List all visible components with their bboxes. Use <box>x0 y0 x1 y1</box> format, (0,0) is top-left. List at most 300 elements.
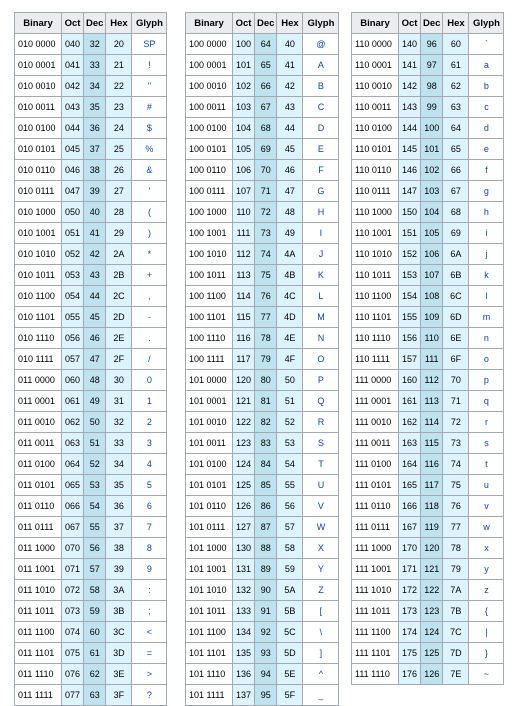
dec-cell: 71 <box>255 181 277 202</box>
glyph-link[interactable]: k <box>469 265 504 286</box>
glyph-link[interactable]: v <box>469 496 504 517</box>
hex-cell: 55 <box>277 475 303 496</box>
dec-cell: 62 <box>84 664 106 685</box>
hex-cell: 7C <box>443 622 469 643</box>
table-row <box>352 202 504 223</box>
glyph-link[interactable]: l <box>469 286 504 307</box>
table-row <box>186 223 339 244</box>
glyph-link[interactable]: . <box>132 328 167 349</box>
dec-cell: 64 <box>255 34 277 55</box>
glyph-link[interactable]: " <box>132 76 167 97</box>
glyph-link[interactable]: z <box>469 580 504 601</box>
dec-cell: 81 <box>255 391 277 412</box>
glyph-link[interactable]: m <box>469 307 504 328</box>
dec-cell: 107 <box>421 265 443 286</box>
hex-cell: 22 <box>106 76 132 97</box>
glyph-link[interactable]: # <box>132 97 167 118</box>
binary-cell: 101 1110 <box>186 664 233 685</box>
oct-cell: 067 <box>62 517 84 538</box>
table-row <box>186 475 339 496</box>
glyph-link[interactable]: C <box>303 97 339 118</box>
oct-cell: 101 <box>233 55 255 76</box>
glyph-link[interactable]: i <box>469 223 504 244</box>
oct-cell: 102 <box>233 76 255 97</box>
dec-cell: 68 <box>255 118 277 139</box>
hex-cell: 63 <box>443 97 469 118</box>
glyph-link[interactable]: o <box>469 349 504 370</box>
oct-cell: 131 <box>233 559 255 580</box>
dec-cell: 117 <box>421 475 443 496</box>
glyph-link[interactable]: [ <box>303 601 339 622</box>
dec-cell: 125 <box>421 643 443 664</box>
binary-cell: 100 1100 <box>186 286 233 307</box>
oct-cell: 170 <box>399 538 421 559</box>
table-row <box>186 34 339 55</box>
table-row <box>352 349 504 370</box>
binary-cell: 111 1000 <box>352 538 399 559</box>
glyph-link[interactable]: b <box>469 76 504 97</box>
glyph-link[interactable]: 1 <box>132 391 167 412</box>
binary-cell: 110 0010 <box>352 76 399 97</box>
table-row <box>15 454 167 475</box>
oct-cell: 135 <box>233 643 255 664</box>
oct-cell: 176 <box>399 664 421 685</box>
oct-cell: 041 <box>62 55 84 76</box>
glyph-link[interactable]: ? <box>132 685 167 706</box>
oct-cell: 121 <box>233 391 255 412</box>
hex-cell: 3B <box>106 601 132 622</box>
table-row <box>186 685 339 706</box>
glyph-link[interactable]: e <box>469 139 504 160</box>
oct-cell: 130 <box>233 538 255 559</box>
hex-cell: 2B <box>106 265 132 286</box>
binary-cell: 101 1011 <box>186 601 233 622</box>
table-row <box>15 391 167 412</box>
binary-cell: 010 1100 <box>15 286 62 307</box>
hex-cell: 36 <box>106 496 132 517</box>
header-row <box>186 13 339 34</box>
table-row <box>15 685 167 706</box>
dec-cell: 45 <box>84 307 106 328</box>
hex-cell: 4F <box>277 349 303 370</box>
dec-cell: 67 <box>255 97 277 118</box>
table-row <box>15 265 167 286</box>
glyph-link[interactable]: % <box>132 139 167 160</box>
table-row <box>15 664 167 685</box>
binary-cell: 010 1110 <box>15 328 62 349</box>
dec-cell: 56 <box>84 538 106 559</box>
dec-cell: 83 <box>255 433 277 454</box>
table-row <box>15 97 167 118</box>
binary-cell: 100 1010 <box>186 244 233 265</box>
oct-cell: 160 <box>399 370 421 391</box>
table-row <box>352 286 504 307</box>
glyph-link[interactable]: { <box>469 601 504 622</box>
glyph-link[interactable]: u <box>469 475 504 496</box>
hex-cell: 24 <box>106 118 132 139</box>
dec-cell: 95 <box>255 685 277 706</box>
glyph-link[interactable]: d <box>469 118 504 139</box>
hex-cell: 20 <box>106 34 132 55</box>
hex-cell: 21 <box>106 55 132 76</box>
oct-cell: 052 <box>62 244 84 265</box>
hex-cell: 44 <box>277 118 303 139</box>
oct-cell: 113 <box>233 265 255 286</box>
glyph-link[interactable]: : <box>132 580 167 601</box>
table-row <box>352 433 504 454</box>
dec-cell: 99 <box>421 97 443 118</box>
hex-cell: 4B <box>277 265 303 286</box>
oct-cell: 162 <box>399 412 421 433</box>
glyph-link[interactable]: r <box>469 412 504 433</box>
glyph-link[interactable]: T <box>303 454 339 475</box>
binary-cell: 100 0101 <box>186 139 233 160</box>
glyph-link[interactable]: > <box>132 664 167 685</box>
glyph-link[interactable]: ] <box>303 643 339 664</box>
binary-cell: 101 0111 <box>186 517 233 538</box>
hex-cell: 2F <box>106 349 132 370</box>
column-header-oct: Oct <box>233 13 255 34</box>
glyph-link[interactable]: B <box>303 76 339 97</box>
hex-cell: 3D <box>106 643 132 664</box>
table-row <box>186 160 339 181</box>
oct-cell: 133 <box>233 601 255 622</box>
hex-cell: 3F <box>106 685 132 706</box>
glyph-link[interactable]: 7 <box>132 517 167 538</box>
glyph-link[interactable]: | <box>469 622 504 643</box>
table-row <box>15 412 167 433</box>
dec-cell: 69 <box>255 139 277 160</box>
glyph-link[interactable]: D <box>303 118 339 139</box>
binary-cell: 100 0011 <box>186 97 233 118</box>
glyph-link[interactable]: K <box>303 265 339 286</box>
table-row <box>186 181 339 202</box>
binary-cell: 111 0000 <box>352 370 399 391</box>
table-row <box>15 55 167 76</box>
dec-cell: 61 <box>84 643 106 664</box>
binary-cell: 011 0101 <box>15 475 62 496</box>
table-row <box>186 55 339 76</box>
table-row <box>15 475 167 496</box>
glyph-link[interactable]: I <box>303 223 339 244</box>
glyph-link[interactable]: ; <box>132 601 167 622</box>
ascii-table-3 <box>351 12 504 685</box>
oct-cell: 126 <box>233 496 255 517</box>
table-row <box>186 643 339 664</box>
hex-cell: 38 <box>106 538 132 559</box>
binary-cell: 101 1101 <box>186 643 233 664</box>
dec-cell: 73 <box>255 223 277 244</box>
glyph-link[interactable]: ( <box>132 202 167 223</box>
glyph-link[interactable]: Q <box>303 391 339 412</box>
glyph-link[interactable]: G <box>303 181 339 202</box>
oct-cell: 112 <box>233 244 255 265</box>
glyph-link[interactable]: R <box>303 412 339 433</box>
binary-cell: 110 0101 <box>352 139 399 160</box>
oct-cell: 151 <box>399 223 421 244</box>
binary-cell: 100 1111 <box>186 349 233 370</box>
hex-cell: 28 <box>106 202 132 223</box>
binary-cell: 010 0010 <box>15 76 62 97</box>
hex-cell: 5F <box>277 685 303 706</box>
glyph-link[interactable]: M <box>303 307 339 328</box>
hex-cell: 65 <box>443 139 469 160</box>
table-row <box>186 76 339 97</box>
glyph-link[interactable]: Y <box>303 559 339 580</box>
oct-cell: 040 <box>62 34 84 55</box>
dec-cell: 51 <box>84 433 106 454</box>
table-row <box>352 412 504 433</box>
glyph-link[interactable]: a <box>469 55 504 76</box>
dec-cell: 96 <box>421 34 443 55</box>
binary-cell: 110 1100 <box>352 286 399 307</box>
column-header-hex: Hex <box>277 13 303 34</box>
glyph-link[interactable]: ' <box>132 181 167 202</box>
hex-cell: 32 <box>106 412 132 433</box>
column-header-oct: Oct <box>62 13 84 34</box>
glyph-link[interactable]: / <box>132 349 167 370</box>
binary-cell: 110 1011 <box>352 265 399 286</box>
glyph-link[interactable]: N <box>303 328 339 349</box>
binary-cell: 111 1101 <box>352 643 399 664</box>
glyph-link[interactable]: + <box>132 265 167 286</box>
binary-cell: 111 1001 <box>352 559 399 580</box>
oct-cell: 046 <box>62 160 84 181</box>
table-row <box>352 454 504 475</box>
hex-cell: 64 <box>443 118 469 139</box>
binary-cell: 101 1111 <box>186 685 233 706</box>
glyph-link[interactable]: y <box>469 559 504 580</box>
oct-cell: 161 <box>399 391 421 412</box>
binary-cell: 101 1000 <box>186 538 233 559</box>
oct-cell: 175 <box>399 643 421 664</box>
glyph-link[interactable]: c <box>469 97 504 118</box>
dec-cell: 110 <box>421 328 443 349</box>
glyph-link[interactable]: E <box>303 139 339 160</box>
glyph-link[interactable]: 6 <box>132 496 167 517</box>
table-row <box>15 244 167 265</box>
header-row <box>15 13 167 34</box>
glyph-link[interactable]: A <box>303 55 339 76</box>
binary-cell: 111 1011 <box>352 601 399 622</box>
hex-cell: 27 <box>106 181 132 202</box>
dec-cell: 42 <box>84 244 106 265</box>
oct-cell: 106 <box>233 160 255 181</box>
binary-cell: 011 0011 <box>15 433 62 454</box>
glyph-link[interactable]: $ <box>132 118 167 139</box>
hex-cell: 2E <box>106 328 132 349</box>
glyph-link[interactable]: F <box>303 160 339 181</box>
binary-cell: 011 1110 <box>15 664 62 685</box>
glyph-link[interactable]: 9 <box>132 559 167 580</box>
hex-cell: 23 <box>106 97 132 118</box>
glyph-link[interactable]: S <box>303 433 339 454</box>
oct-cell: 145 <box>399 139 421 160</box>
table-row <box>15 181 167 202</box>
glyph-link[interactable]: 8 <box>132 538 167 559</box>
ascii-table-1 <box>14 12 167 706</box>
table-row <box>186 496 339 517</box>
binary-cell: 111 0011 <box>352 433 399 454</box>
glyph-link[interactable]: x <box>469 538 504 559</box>
table-row <box>186 118 339 139</box>
glyph-link[interactable]: Z <box>303 580 339 601</box>
glyph-link[interactable]: s <box>469 433 504 454</box>
glyph-link[interactable]: P <box>303 370 339 391</box>
oct-cell: 116 <box>233 328 255 349</box>
table-row <box>15 433 167 454</box>
glyph-link[interactable]: 3 <box>132 433 167 454</box>
glyph-link[interactable]: g <box>469 181 504 202</box>
oct-cell: 164 <box>399 454 421 475</box>
glyph-link[interactable]: ~ <box>469 664 504 685</box>
binary-cell: 111 1010 <box>352 580 399 601</box>
glyph-link[interactable]: h <box>469 202 504 223</box>
oct-cell: 140 <box>399 34 421 55</box>
hex-cell: 25 <box>106 139 132 160</box>
dec-cell: 122 <box>421 580 443 601</box>
table-row <box>186 349 339 370</box>
table-row <box>15 496 167 517</box>
dec-cell: 103 <box>421 181 443 202</box>
column-header-glyph: Glyph <box>469 13 504 34</box>
dec-cell: 53 <box>84 475 106 496</box>
hex-cell: 7B <box>443 601 469 622</box>
dec-cell: 82 <box>255 412 277 433</box>
column-header-binary: Binary <box>352 13 399 34</box>
glyph-link[interactable]: j <box>469 244 504 265</box>
glyph-link[interactable]: H <box>303 202 339 223</box>
dec-cell: 106 <box>421 244 443 265</box>
glyph-link[interactable]: 0 <box>132 370 167 391</box>
oct-cell: 050 <box>62 202 84 223</box>
glyph-link[interactable]: 5 <box>132 475 167 496</box>
table-row <box>15 328 167 349</box>
oct-cell: 071 <box>62 559 84 580</box>
table-body <box>15 34 167 706</box>
table-row <box>15 370 167 391</box>
glyph-link[interactable]: p <box>469 370 504 391</box>
binary-cell: 100 0110 <box>186 160 233 181</box>
oct-cell: 165 <box>399 475 421 496</box>
oct-cell: 125 <box>233 475 255 496</box>
glyph-link[interactable]: 4 <box>132 454 167 475</box>
hex-cell: 6E <box>443 328 469 349</box>
glyph-link[interactable]: n <box>469 328 504 349</box>
oct-cell: 114 <box>233 286 255 307</box>
oct-cell: 075 <box>62 643 84 664</box>
glyph-link[interactable]: < <box>132 622 167 643</box>
glyph-link[interactable]: _ <box>303 685 339 706</box>
oct-cell: 100 <box>233 34 255 55</box>
binary-cell: 100 0001 <box>186 55 233 76</box>
dec-cell: 93 <box>255 643 277 664</box>
dec-cell: 52 <box>84 454 106 475</box>
dec-cell: 119 <box>421 517 443 538</box>
glyph-link[interactable]: ! <box>132 55 167 76</box>
glyph-link[interactable]: SP <box>132 34 167 55</box>
glyph-link[interactable]: W <box>303 517 339 538</box>
hex-cell: 67 <box>443 181 469 202</box>
glyph-link[interactable]: V <box>303 496 339 517</box>
oct-cell: 105 <box>233 139 255 160</box>
glyph-link[interactable]: ^ <box>303 664 339 685</box>
dec-cell: 43 <box>84 265 106 286</box>
glyph-link[interactable]: q <box>469 391 504 412</box>
glyph-link[interactable]: & <box>132 160 167 181</box>
glyph-link[interactable]: = <box>132 643 167 664</box>
oct-cell: 136 <box>233 664 255 685</box>
hex-cell: 53 <box>277 433 303 454</box>
hex-cell: 3C <box>106 622 132 643</box>
table-row <box>15 34 167 55</box>
table-row <box>186 622 339 643</box>
oct-cell: 051 <box>62 223 84 244</box>
table-row <box>15 139 167 160</box>
oct-cell: 107 <box>233 181 255 202</box>
glyph-link[interactable]: @ <box>303 34 339 55</box>
glyph-link[interactable]: } <box>469 643 504 664</box>
glyph-link[interactable]: U <box>303 475 339 496</box>
column-header-binary: Binary <box>186 13 233 34</box>
glyph-link[interactable]: * <box>132 244 167 265</box>
dec-cell: 65 <box>255 55 277 76</box>
binary-cell: 011 0111 <box>15 517 62 538</box>
column-header-oct: Oct <box>399 13 421 34</box>
glyph-link[interactable]: 2 <box>132 412 167 433</box>
table-row <box>186 307 339 328</box>
glyph-link[interactable]: ) <box>132 223 167 244</box>
table-row <box>352 622 504 643</box>
dec-cell: 60 <box>84 622 106 643</box>
binary-cell: 100 1101 <box>186 307 233 328</box>
glyph-link[interactable]: f <box>469 160 504 181</box>
glyph-link[interactable]: - <box>132 307 167 328</box>
hex-cell: 6B <box>443 265 469 286</box>
binary-cell: 110 0011 <box>352 97 399 118</box>
oct-cell: 141 <box>399 55 421 76</box>
dec-cell: 101 <box>421 139 443 160</box>
oct-cell: 054 <box>62 286 84 307</box>
dec-cell: 88 <box>255 538 277 559</box>
dec-cell: 37 <box>84 139 106 160</box>
binary-cell: 101 1010 <box>186 580 233 601</box>
table-row <box>186 370 339 391</box>
binary-cell: 010 1111 <box>15 349 62 370</box>
glyph-link[interactable]: , <box>132 286 167 307</box>
glyph-link[interactable]: t <box>469 454 504 475</box>
glyph-link[interactable]: X <box>303 538 339 559</box>
dec-cell: 123 <box>421 601 443 622</box>
table-row <box>15 559 167 580</box>
glyph-link[interactable]: \ <box>303 622 339 643</box>
glyph-link[interactable]: O <box>303 349 339 370</box>
glyph-link[interactable]: J <box>303 244 339 265</box>
binary-cell: 011 0100 <box>15 454 62 475</box>
table-row <box>15 538 167 559</box>
dec-cell: 124 <box>421 622 443 643</box>
oct-cell: 060 <box>62 370 84 391</box>
glyph-link[interactable]: w <box>469 517 504 538</box>
binary-cell: 100 1011 <box>186 265 233 286</box>
column-header-dec: Dec <box>255 13 277 34</box>
glyph-link[interactable]: L <box>303 286 339 307</box>
glyph-link[interactable]: ` <box>469 34 504 55</box>
binary-cell: 110 1010 <box>352 244 399 265</box>
hex-cell: 51 <box>277 391 303 412</box>
binary-cell: 111 0111 <box>352 517 399 538</box>
dec-cell: 104 <box>421 202 443 223</box>
